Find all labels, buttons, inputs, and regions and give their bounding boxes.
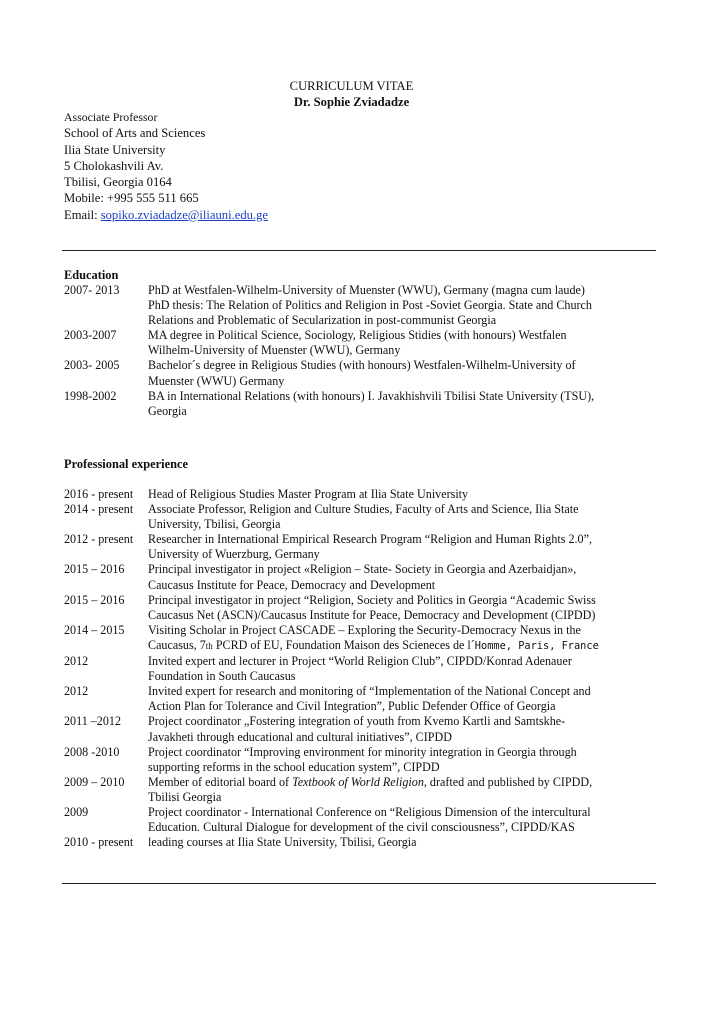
experience-row [64,835,664,850]
contact-block [64,109,268,223]
education-row [64,283,664,328]
experience-years: 2008 -2010 [64,744,120,759]
education-years: 2003-2007 [64,328,117,343]
experience-row [64,745,664,775]
experience-years: 2012 [64,684,89,699]
education-row [64,389,664,419]
education-row [64,328,664,358]
experience-row [64,593,664,623]
experience-text: Invited expert for research and monitoring of “Implementation of the National Concept and Action Plan for Tolerance and Civil Integration”, Public Defender Office of Georgia [148,684,591,714]
experience-text-part: Visiting Scholar in Project CASCADE – Exploring the Security-Democracy Nexus in the Caucasus, 7 [148,622,581,652]
experience-years: 2016 - present [64,487,134,501]
experience-text: Principal investigator in project “Religion, Society and Politics in Georgia “Academic Swiss Caucasus Net (ASCN)/Caucasus Institute for Peace, Democracy and Development (CIPDD) [148,592,596,622]
experience-years: 2009 – 2010 [64,774,125,789]
divider-top [62,250,656,251]
experience-years: 2012 - present [64,532,134,547]
experience-years: 2010 - present [64,835,134,850]
superscript-ordinal: th [205,640,213,651]
experience-heading: Professional experience [64,457,188,471]
contact-position: Associate Professor [64,110,158,124]
experience-row [64,562,664,592]
contact-school: School of Arts and Sciences [64,126,206,141]
experience-row [64,487,664,502]
experience-text: Project coordinator „Fostering integration of youth from Kvemo Kartli and Samtskhe- Javakheti through educational and cultural initiatives”, CIPDD [148,714,566,744]
experience-years: 2014 – 2015 [64,622,125,637]
experience-years: 2011 –2012 [64,714,121,729]
contact-street: 5 Cholokashvili Av. [64,158,164,173]
experience-row [64,654,664,684]
experience-row [64,775,664,805]
experience-years: 2015 – 2016 [64,562,125,577]
experience-text: Principal investigator in project «Religion – State- Society in Georgia and Azerbaidjan», Caucasus Institute for Peace, Democracy and Development [148,562,577,592]
divider-bottom [62,883,656,884]
education-heading: Education [64,268,119,282]
education-years: 1998-2002 [64,388,117,403]
education-text: PhD at Westfalen-Wilhelm-University of Muenster (WWU), Germany (magna cum laude) PhD thesis: The Relation of Politics and Religion in Post -Soviet Georgia. State and Church Relations and Problematic of Secularization in post-communist Georgia [148,283,592,328]
experience-row [64,684,664,714]
experience-list [64,487,664,850]
experience-text: Project coordinator “Improving environment for minority integration in Georgia through supporting reforms in the school education system”, CIPDD [148,744,577,774]
book-title: Textbook of World Religion [292,774,424,789]
experience-text: Head of Religious Studies Master Program at Ilia State University [148,487,469,501]
email-link[interactable]: sopiko.zviadadze@iliauni.edu.ge [100,207,268,222]
contact-city: Tbilisi, Georgia 0164 [64,175,172,190]
experience-text [148,775,664,805]
experience-text: Associate Professor, Religion and Culture Studies, Faculty of Arts and Science, Ilia State University, Tbilisi, Georgia [148,502,579,532]
experience-years: 2014 - present [64,502,134,517]
education-text: Bachelor´s degree in Religious Studies (with honours) Westfalen-Wilhelm-University of Muenster (WWU) Germany [148,358,576,388]
experience-text: Researcher in International Empirical Research Program “Religion and Human Rights 2.0”, University of Wuerzburg, Germany [148,532,592,562]
experience-text-part: , drafted and published by CIPDD, Tbilisi Georgia [148,774,593,804]
document-title: CURRICULUM VITAE [289,79,414,93]
person-name: Dr. Sophie Zviadadze [293,95,410,109]
experience-text: Project coordinator - International Conference on “Religious Dimension of the intercultural Education. Cultural Dialogue for development of the civil consciousness”, CIPDD/KAS [148,804,591,835]
experience-text: Invited expert and lecturer in Project “World Religion Club”, CIPDD/Konrad Adenauer Foundation in South Caucasus [148,654,572,684]
experience-row [64,502,664,532]
contact-mobile: Mobile: +995 555 511 665 [64,191,199,206]
experience-text-part: PCRD of EU, Foundation Maison des Scieneces de l´ [212,637,475,652]
experience-row [64,623,664,654]
experience-row [64,714,664,744]
contact-university: Ilia State University [64,142,166,157]
education-years: 2003- 2005 [64,358,120,373]
education-list [64,283,664,419]
experience-text [148,623,664,654]
email-label: Email: [64,207,101,222]
education-years: 2007- 2013 [64,283,120,297]
experience-text: leading courses at Ilia State University, Tbilisi, Georgia [148,835,417,850]
experience-years: 2015 – 2016 [64,592,125,607]
document-header [0,78,703,110]
education-text: BA in International Relations (with honours) I. Javakhishvili Tbilisi State University (TSU), Georgia [148,388,595,418]
experience-row [64,805,664,835]
education-text: MA degree in Political Science, Sociology, Religious Stidies (with honours) Westfalen Wilhelm-University of Muenster (WWU), Germany [148,328,567,358]
experience-row [64,532,664,562]
education-row [64,358,664,388]
experience-text-part: Homme, Paris, France [474,639,599,652]
experience-text-part: Member of editorial board of [148,774,293,789]
experience-years: 2012 [64,654,89,669]
contact-email-line [64,207,268,223]
experience-years: 2009 [64,804,89,819]
